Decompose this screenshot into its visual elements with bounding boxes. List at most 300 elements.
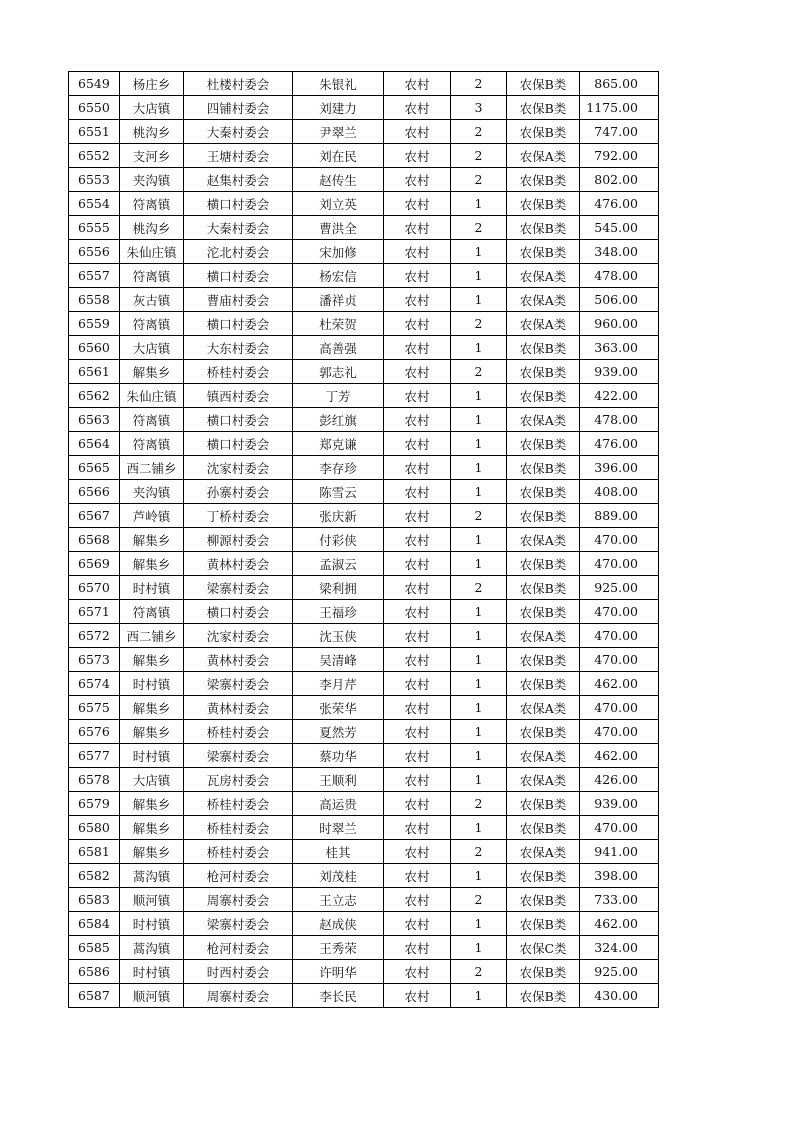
member-count-cell: 2 bbox=[451, 312, 507, 336]
table-row bbox=[69, 624, 659, 648]
insurance-category-cell: 农保B类 bbox=[507, 480, 580, 504]
household-type-cell: 农村 bbox=[384, 432, 451, 456]
person-name-cell: 许明华 bbox=[293, 960, 384, 984]
member-count-cell: 1 bbox=[451, 480, 507, 504]
member-count-cell: 2 bbox=[451, 840, 507, 864]
table-row bbox=[69, 312, 659, 336]
amount-cell: 939.00 bbox=[580, 360, 659, 384]
table-row bbox=[69, 360, 659, 384]
township-cell: 解集乡 bbox=[120, 552, 184, 576]
table-row bbox=[69, 600, 659, 624]
amount-cell: 430.00 bbox=[580, 984, 659, 1008]
record-id-cell: 6581 bbox=[69, 840, 120, 864]
village-committee-cell: 桥桂村委会 bbox=[184, 792, 293, 816]
table-row bbox=[69, 120, 659, 144]
member-count-cell: 1 bbox=[451, 192, 507, 216]
insurance-category-cell: 农保B类 bbox=[507, 600, 580, 624]
township-cell: 时村镇 bbox=[120, 576, 184, 600]
amount-cell: 470.00 bbox=[580, 696, 659, 720]
person-name-cell: 丁芳 bbox=[293, 384, 384, 408]
person-name-cell: 郭志礼 bbox=[293, 360, 384, 384]
member-count-cell: 1 bbox=[451, 744, 507, 768]
table-row bbox=[69, 912, 659, 936]
person-name-cell: 王立志 bbox=[293, 888, 384, 912]
village-committee-cell: 横口村委会 bbox=[184, 312, 293, 336]
township-cell: 符离镇 bbox=[120, 264, 184, 288]
amount-cell: 462.00 bbox=[580, 744, 659, 768]
amount-cell: 324.00 bbox=[580, 936, 659, 960]
village-committee-cell: 赵集村委会 bbox=[184, 168, 293, 192]
insurance-category-cell: 农保B类 bbox=[507, 864, 580, 888]
insurance-category-cell: 农保A类 bbox=[507, 696, 580, 720]
table-row bbox=[69, 552, 659, 576]
insurance-category-cell: 农保B类 bbox=[507, 576, 580, 600]
insurance-category-cell: 农保B类 bbox=[507, 384, 580, 408]
record-id-cell: 6549 bbox=[69, 72, 120, 96]
insurance-category-cell: 农保B类 bbox=[507, 168, 580, 192]
table-row bbox=[69, 96, 659, 120]
village-committee-cell: 横口村委会 bbox=[184, 600, 293, 624]
township-cell: 解集乡 bbox=[120, 696, 184, 720]
household-type-cell: 农村 bbox=[384, 672, 451, 696]
insurance-category-cell: 农保A类 bbox=[507, 312, 580, 336]
household-type-cell: 农村 bbox=[384, 408, 451, 432]
insurance-category-cell: 农保B类 bbox=[507, 72, 580, 96]
record-id-cell: 6564 bbox=[69, 432, 120, 456]
person-name-cell: 赵传生 bbox=[293, 168, 384, 192]
household-type-cell: 农村 bbox=[384, 456, 451, 480]
household-type-cell: 农村 bbox=[384, 864, 451, 888]
insurance-category-cell: 农保B类 bbox=[507, 360, 580, 384]
person-name-cell: 杜荣贺 bbox=[293, 312, 384, 336]
township-cell: 解集乡 bbox=[120, 648, 184, 672]
member-count-cell: 1 bbox=[451, 672, 507, 696]
insurance-category-cell: 农保B类 bbox=[507, 504, 580, 528]
household-type-cell: 农村 bbox=[384, 792, 451, 816]
person-name-cell: 蔡功华 bbox=[293, 744, 384, 768]
amount-cell: 476.00 bbox=[580, 192, 659, 216]
household-type-cell: 农村 bbox=[384, 168, 451, 192]
household-type-cell: 农村 bbox=[384, 600, 451, 624]
person-name-cell: 沈玉侠 bbox=[293, 624, 384, 648]
township-cell: 支河乡 bbox=[120, 144, 184, 168]
village-committee-cell: 镇西村委会 bbox=[184, 384, 293, 408]
member-count-cell: 1 bbox=[451, 912, 507, 936]
member-count-cell: 2 bbox=[451, 960, 507, 984]
insurance-category-cell: 农保B类 bbox=[507, 240, 580, 264]
amount-cell: 802.00 bbox=[580, 168, 659, 192]
household-type-cell: 农村 bbox=[384, 984, 451, 1008]
person-name-cell: 李月芹 bbox=[293, 672, 384, 696]
table-row bbox=[69, 528, 659, 552]
township-cell: 符离镇 bbox=[120, 192, 184, 216]
household-type-cell: 农村 bbox=[384, 120, 451, 144]
household-type-cell: 农村 bbox=[384, 504, 451, 528]
table-row bbox=[69, 288, 659, 312]
record-id-cell: 6587 bbox=[69, 984, 120, 1008]
member-count-cell: 1 bbox=[451, 240, 507, 264]
amount-cell: 408.00 bbox=[580, 480, 659, 504]
table-row bbox=[69, 888, 659, 912]
member-count-cell: 1 bbox=[451, 696, 507, 720]
amount-cell: 462.00 bbox=[580, 672, 659, 696]
amount-cell: 792.00 bbox=[580, 144, 659, 168]
village-committee-cell: 桥桂村委会 bbox=[184, 840, 293, 864]
member-count-cell: 2 bbox=[451, 576, 507, 600]
person-name-cell: 孟淑云 bbox=[293, 552, 384, 576]
records-table bbox=[68, 71, 659, 1008]
member-count-cell: 1 bbox=[451, 528, 507, 552]
village-committee-cell: 杜楼村委会 bbox=[184, 72, 293, 96]
insurance-category-cell: 农保A类 bbox=[507, 144, 580, 168]
table-row bbox=[69, 960, 659, 984]
township-cell: 芦岭镇 bbox=[120, 504, 184, 528]
household-type-cell: 农村 bbox=[384, 312, 451, 336]
person-name-cell: 刘建力 bbox=[293, 96, 384, 120]
household-type-cell: 农村 bbox=[384, 480, 451, 504]
village-committee-cell: 瓦房村委会 bbox=[184, 768, 293, 792]
village-committee-cell: 曹庙村委会 bbox=[184, 288, 293, 312]
insurance-category-cell: 农保A类 bbox=[507, 528, 580, 552]
member-count-cell: 2 bbox=[451, 168, 507, 192]
table-row bbox=[69, 192, 659, 216]
table-row bbox=[69, 480, 659, 504]
insurance-category-cell: 农保A类 bbox=[507, 288, 580, 312]
record-id-cell: 6583 bbox=[69, 888, 120, 912]
person-name-cell: 高善强 bbox=[293, 336, 384, 360]
village-committee-cell: 黄林村委会 bbox=[184, 696, 293, 720]
household-type-cell: 农村 bbox=[384, 888, 451, 912]
table-row bbox=[69, 984, 659, 1008]
record-id-cell: 6555 bbox=[69, 216, 120, 240]
village-committee-cell: 王塘村委会 bbox=[184, 144, 293, 168]
member-count-cell: 1 bbox=[451, 264, 507, 288]
township-cell: 朱仙庄镇 bbox=[120, 384, 184, 408]
record-id-cell: 6556 bbox=[69, 240, 120, 264]
record-id-cell: 6552 bbox=[69, 144, 120, 168]
record-id-cell: 6573 bbox=[69, 648, 120, 672]
record-id-cell: 6571 bbox=[69, 600, 120, 624]
member-count-cell: 1 bbox=[451, 600, 507, 624]
amount-cell: 470.00 bbox=[580, 720, 659, 744]
record-id-cell: 6554 bbox=[69, 192, 120, 216]
amount-cell: 747.00 bbox=[580, 120, 659, 144]
village-committee-cell: 枪河村委会 bbox=[184, 936, 293, 960]
person-name-cell: 王顺利 bbox=[293, 768, 384, 792]
village-committee-cell: 横口村委会 bbox=[184, 408, 293, 432]
township-cell: 蒿沟镇 bbox=[120, 936, 184, 960]
township-cell: 大店镇 bbox=[120, 768, 184, 792]
person-name-cell: 张荣华 bbox=[293, 696, 384, 720]
insurance-category-cell: 农保B类 bbox=[507, 816, 580, 840]
insurance-category-cell: 农保B类 bbox=[507, 216, 580, 240]
amount-cell: 1175.00 bbox=[580, 96, 659, 120]
amount-cell: 348.00 bbox=[580, 240, 659, 264]
member-count-cell: 2 bbox=[451, 144, 507, 168]
household-type-cell: 农村 bbox=[384, 528, 451, 552]
insurance-category-cell: 农保B类 bbox=[507, 96, 580, 120]
record-id-cell: 6567 bbox=[69, 504, 120, 528]
household-type-cell: 农村 bbox=[384, 720, 451, 744]
table-row bbox=[69, 168, 659, 192]
village-committee-cell: 桥桂村委会 bbox=[184, 360, 293, 384]
record-id-cell: 6557 bbox=[69, 264, 120, 288]
member-count-cell: 2 bbox=[451, 888, 507, 912]
record-id-cell: 6553 bbox=[69, 168, 120, 192]
member-count-cell: 1 bbox=[451, 648, 507, 672]
village-committee-cell: 枪河村委会 bbox=[184, 864, 293, 888]
member-count-cell: 1 bbox=[451, 552, 507, 576]
household-type-cell: 农村 bbox=[384, 552, 451, 576]
amount-cell: 939.00 bbox=[580, 792, 659, 816]
table-row bbox=[69, 432, 659, 456]
member-count-cell: 2 bbox=[451, 216, 507, 240]
village-committee-cell: 桥桂村委会 bbox=[184, 816, 293, 840]
insurance-category-cell: 农保A类 bbox=[507, 840, 580, 864]
insurance-category-cell: 农保B类 bbox=[507, 960, 580, 984]
insurance-category-cell: 农保B类 bbox=[507, 432, 580, 456]
record-id-cell: 6558 bbox=[69, 288, 120, 312]
insurance-category-cell: 农保B类 bbox=[507, 120, 580, 144]
insurance-category-cell: 农保B类 bbox=[507, 456, 580, 480]
amount-cell: 396.00 bbox=[580, 456, 659, 480]
person-name-cell: 李长民 bbox=[293, 984, 384, 1008]
township-cell: 夹沟镇 bbox=[120, 168, 184, 192]
insurance-category-cell: 农保B类 bbox=[507, 552, 580, 576]
township-cell: 顺河镇 bbox=[120, 984, 184, 1008]
record-id-cell: 6565 bbox=[69, 456, 120, 480]
person-name-cell: 陈雪云 bbox=[293, 480, 384, 504]
table-row bbox=[69, 648, 659, 672]
household-type-cell: 农村 bbox=[384, 744, 451, 768]
insurance-category-cell: 农保C类 bbox=[507, 936, 580, 960]
table-row bbox=[69, 264, 659, 288]
township-cell: 解集乡 bbox=[120, 792, 184, 816]
village-committee-cell: 黄林村委会 bbox=[184, 552, 293, 576]
amount-cell: 506.00 bbox=[580, 288, 659, 312]
amount-cell: 476.00 bbox=[580, 432, 659, 456]
table-row bbox=[69, 816, 659, 840]
village-committee-cell: 周寨村委会 bbox=[184, 984, 293, 1008]
member-count-cell: 1 bbox=[451, 408, 507, 432]
member-count-cell: 2 bbox=[451, 120, 507, 144]
township-cell: 符离镇 bbox=[120, 312, 184, 336]
table-row bbox=[69, 768, 659, 792]
member-count-cell: 1 bbox=[451, 456, 507, 480]
table-row bbox=[69, 744, 659, 768]
table-row bbox=[69, 576, 659, 600]
amount-cell: 865.00 bbox=[580, 72, 659, 96]
amount-cell: 545.00 bbox=[580, 216, 659, 240]
person-name-cell: 曹洪全 bbox=[293, 216, 384, 240]
amount-cell: 470.00 bbox=[580, 816, 659, 840]
village-committee-cell: 四铺村委会 bbox=[184, 96, 293, 120]
table-row bbox=[69, 144, 659, 168]
record-id-cell: 6579 bbox=[69, 792, 120, 816]
village-committee-cell: 横口村委会 bbox=[184, 432, 293, 456]
person-name-cell: 彭红旗 bbox=[293, 408, 384, 432]
household-type-cell: 农村 bbox=[384, 384, 451, 408]
person-name-cell: 高运贵 bbox=[293, 792, 384, 816]
record-id-cell: 6560 bbox=[69, 336, 120, 360]
township-cell: 时村镇 bbox=[120, 912, 184, 936]
village-committee-cell: 周寨村委会 bbox=[184, 888, 293, 912]
insurance-category-cell: 农保A类 bbox=[507, 624, 580, 648]
member-count-cell: 1 bbox=[451, 432, 507, 456]
record-id-cell: 6550 bbox=[69, 96, 120, 120]
amount-cell: 478.00 bbox=[580, 408, 659, 432]
record-id-cell: 6570 bbox=[69, 576, 120, 600]
table-row bbox=[69, 216, 659, 240]
records-body bbox=[69, 72, 659, 1008]
person-name-cell: 梁利拥 bbox=[293, 576, 384, 600]
village-committee-cell: 梁寨村委会 bbox=[184, 912, 293, 936]
amount-cell: 889.00 bbox=[580, 504, 659, 528]
table-row bbox=[69, 336, 659, 360]
village-committee-cell: 大秦村委会 bbox=[184, 216, 293, 240]
table-row bbox=[69, 672, 659, 696]
amount-cell: 733.00 bbox=[580, 888, 659, 912]
member-count-cell: 2 bbox=[451, 504, 507, 528]
township-cell: 蒿沟镇 bbox=[120, 864, 184, 888]
person-name-cell: 夏然芳 bbox=[293, 720, 384, 744]
amount-cell: 426.00 bbox=[580, 768, 659, 792]
person-name-cell: 郑克谦 bbox=[293, 432, 384, 456]
household-type-cell: 农村 bbox=[384, 216, 451, 240]
household-type-cell: 农村 bbox=[384, 360, 451, 384]
member-count-cell: 1 bbox=[451, 384, 507, 408]
record-id-cell: 6577 bbox=[69, 744, 120, 768]
household-type-cell: 农村 bbox=[384, 288, 451, 312]
household-type-cell: 农村 bbox=[384, 624, 451, 648]
township-cell: 解集乡 bbox=[120, 720, 184, 744]
member-count-cell: 2 bbox=[451, 360, 507, 384]
record-id-cell: 6576 bbox=[69, 720, 120, 744]
table-row bbox=[69, 792, 659, 816]
insurance-category-cell: 农保A类 bbox=[507, 408, 580, 432]
township-cell: 大店镇 bbox=[120, 336, 184, 360]
amount-cell: 462.00 bbox=[580, 912, 659, 936]
member-count-cell: 1 bbox=[451, 768, 507, 792]
township-cell: 解集乡 bbox=[120, 528, 184, 552]
table-row bbox=[69, 864, 659, 888]
insurance-category-cell: 农保B类 bbox=[507, 888, 580, 912]
person-name-cell: 刘立英 bbox=[293, 192, 384, 216]
record-id-cell: 6569 bbox=[69, 552, 120, 576]
person-name-cell: 李存珍 bbox=[293, 456, 384, 480]
village-committee-cell: 横口村委会 bbox=[184, 264, 293, 288]
amount-cell: 470.00 bbox=[580, 552, 659, 576]
record-id-cell: 6584 bbox=[69, 912, 120, 936]
household-type-cell: 农村 bbox=[384, 72, 451, 96]
township-cell: 西二铺乡 bbox=[120, 624, 184, 648]
township-cell: 桃沟乡 bbox=[120, 216, 184, 240]
table-row bbox=[69, 696, 659, 720]
member-count-cell: 1 bbox=[451, 864, 507, 888]
member-count-cell: 1 bbox=[451, 288, 507, 312]
household-type-cell: 农村 bbox=[384, 144, 451, 168]
table-row bbox=[69, 936, 659, 960]
person-name-cell: 张庆新 bbox=[293, 504, 384, 528]
amount-cell: 925.00 bbox=[580, 960, 659, 984]
village-committee-cell: 桥桂村委会 bbox=[184, 720, 293, 744]
record-id-cell: 6562 bbox=[69, 384, 120, 408]
insurance-category-cell: 农保B类 bbox=[507, 672, 580, 696]
table-row bbox=[69, 384, 659, 408]
record-id-cell: 6559 bbox=[69, 312, 120, 336]
village-committee-cell: 黄林村委会 bbox=[184, 648, 293, 672]
township-cell: 时村镇 bbox=[120, 744, 184, 768]
amount-cell: 470.00 bbox=[580, 624, 659, 648]
table-row bbox=[69, 72, 659, 96]
township-cell: 西二铺乡 bbox=[120, 456, 184, 480]
insurance-category-cell: 农保B类 bbox=[507, 984, 580, 1008]
household-type-cell: 农村 bbox=[384, 912, 451, 936]
member-count-cell: 1 bbox=[451, 936, 507, 960]
insurance-category-cell: 农保B类 bbox=[507, 648, 580, 672]
township-cell: 时村镇 bbox=[120, 960, 184, 984]
household-type-cell: 农村 bbox=[384, 264, 451, 288]
record-id-cell: 6563 bbox=[69, 408, 120, 432]
household-type-cell: 农村 bbox=[384, 840, 451, 864]
household-type-cell: 农村 bbox=[384, 240, 451, 264]
record-id-cell: 6586 bbox=[69, 960, 120, 984]
record-id-cell: 6575 bbox=[69, 696, 120, 720]
village-committee-cell: 梁寨村委会 bbox=[184, 576, 293, 600]
member-count-cell: 2 bbox=[451, 72, 507, 96]
amount-cell: 422.00 bbox=[580, 384, 659, 408]
township-cell: 符离镇 bbox=[120, 432, 184, 456]
person-name-cell: 吴清峰 bbox=[293, 648, 384, 672]
insurance-category-cell: 农保A类 bbox=[507, 744, 580, 768]
household-type-cell: 农村 bbox=[384, 648, 451, 672]
township-cell: 解集乡 bbox=[120, 360, 184, 384]
insurance-category-cell: 农保B类 bbox=[507, 792, 580, 816]
village-committee-cell: 时西村委会 bbox=[184, 960, 293, 984]
person-name-cell: 刘茂桂 bbox=[293, 864, 384, 888]
village-committee-cell: 大东村委会 bbox=[184, 336, 293, 360]
village-committee-cell: 大秦村委会 bbox=[184, 120, 293, 144]
person-name-cell: 潘祥贞 bbox=[293, 288, 384, 312]
insurance-category-cell: 农保B类 bbox=[507, 912, 580, 936]
village-committee-cell: 柳源村委会 bbox=[184, 528, 293, 552]
township-cell: 桃沟乡 bbox=[120, 120, 184, 144]
amount-cell: 470.00 bbox=[580, 600, 659, 624]
member-count-cell: 1 bbox=[451, 816, 507, 840]
household-type-cell: 农村 bbox=[384, 336, 451, 360]
township-cell: 夹沟镇 bbox=[120, 480, 184, 504]
amount-cell: 478.00 bbox=[580, 264, 659, 288]
member-count-cell: 2 bbox=[451, 792, 507, 816]
record-id-cell: 6551 bbox=[69, 120, 120, 144]
amount-cell: 960.00 bbox=[580, 312, 659, 336]
township-cell: 符离镇 bbox=[120, 408, 184, 432]
record-id-cell: 6585 bbox=[69, 936, 120, 960]
record-id-cell: 6578 bbox=[69, 768, 120, 792]
person-name-cell: 朱银礼 bbox=[293, 72, 384, 96]
record-id-cell: 6574 bbox=[69, 672, 120, 696]
village-committee-cell: 沈家村委会 bbox=[184, 456, 293, 480]
record-id-cell: 6566 bbox=[69, 480, 120, 504]
member-count-cell: 3 bbox=[451, 96, 507, 120]
household-type-cell: 农村 bbox=[384, 960, 451, 984]
member-count-cell: 1 bbox=[451, 720, 507, 744]
amount-cell: 925.00 bbox=[580, 576, 659, 600]
person-name-cell: 王福珍 bbox=[293, 600, 384, 624]
township-cell: 符离镇 bbox=[120, 600, 184, 624]
township-cell: 解集乡 bbox=[120, 816, 184, 840]
table-row bbox=[69, 456, 659, 480]
